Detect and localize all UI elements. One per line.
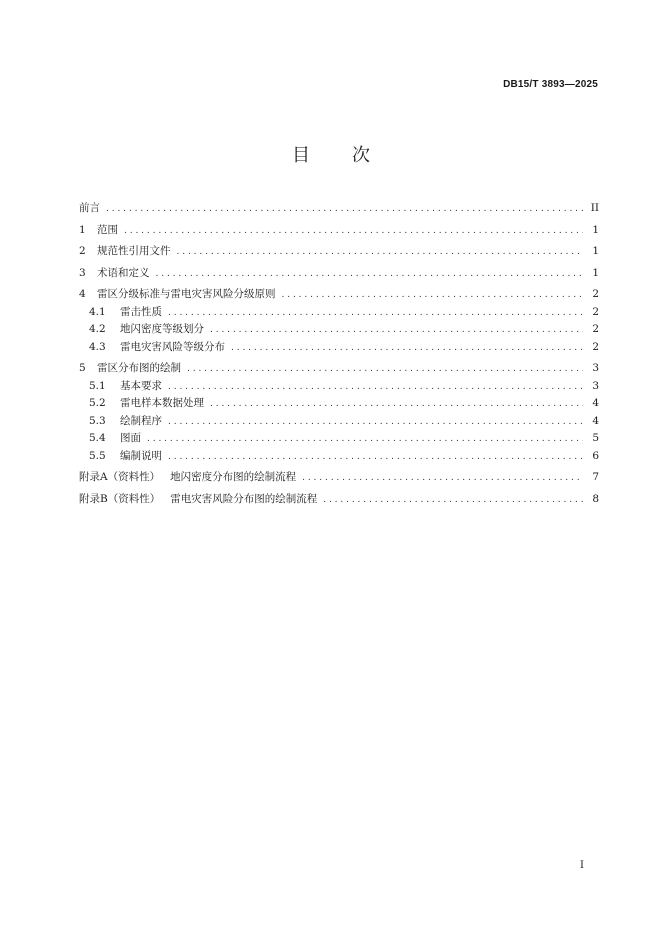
standard-code: DB15/T 3893—2025: [503, 79, 598, 90]
toc-leader-dots: [282, 290, 584, 300]
toc-entry-number: 4.1: [89, 305, 106, 318]
toc-entry-label: 地闪密度分布图的绘制流程: [170, 471, 297, 483]
toc-entry-page: 8: [592, 492, 599, 505]
toc-leader-dots: [210, 325, 583, 335]
toc-entry-number: 5.5: [89, 449, 106, 462]
toc-entry-page: 3: [592, 379, 599, 392]
toc-entry-5-1[interactable]: [79, 378, 599, 396]
toc-entry-label: 图面: [120, 432, 141, 444]
toc-entry-4[interactable]: [79, 286, 599, 304]
toc-entry-number: 附录A（资料性）: [79, 471, 161, 483]
toc-entry-label: 绘制程序: [120, 414, 162, 427]
toc-entry-1[interactable]: [79, 222, 599, 240]
toc-leader-dots: [168, 452, 583, 462]
toc-entry-5[interactable]: [79, 360, 599, 378]
toc-entry-page: 1: [592, 245, 599, 257]
toc-leader-dots: [323, 495, 583, 505]
toc-entry-foreword[interactable]: [79, 200, 599, 218]
toc-entry-4-3[interactable]: [79, 339, 599, 357]
toc-entry-label: 雷电灾害风险分布图的绘制流程: [170, 492, 318, 505]
toc-entry-3[interactable]: [79, 265, 599, 283]
toc-entry-page: 7: [592, 471, 599, 483]
toc-entry-label: 术语和定义: [97, 266, 150, 279]
toc-leader-dots: [177, 247, 584, 257]
toc-entry-page: 1: [592, 223, 599, 236]
toc-entry-label: 地闪密度等级划分: [120, 323, 204, 335]
toc-entry-4-1[interactable]: [79, 304, 599, 322]
toc-entry-number: 附录B（资料性）: [79, 492, 161, 505]
toc-entry-number: 5.4: [89, 432, 106, 444]
toc-entry-label: 雷电灾害风险等级分布: [120, 340, 225, 353]
toc-entry-5-4[interactable]: [79, 430, 599, 448]
toc-leader-dots: [147, 434, 583, 444]
toc-entry-page: 2: [592, 305, 599, 318]
toc-leader-dots: [231, 343, 583, 353]
toc-leader-dots: [187, 364, 583, 374]
toc-entry-number: 5: [79, 362, 86, 374]
toc-entry-page: 1: [592, 266, 599, 279]
toc-entry-page: 2: [592, 340, 599, 353]
toc-entry-number: 3: [79, 266, 86, 279]
toc-entry-5-2[interactable]: [79, 395, 599, 413]
toc-leader-dots: [302, 473, 583, 483]
toc-entry-page: 6: [592, 449, 599, 462]
page-title: [0, 141, 662, 167]
toc-entry-appendix-b[interactable]: [79, 491, 599, 509]
toc-entry-number: 1: [79, 223, 86, 236]
toc-entry-label: 雷击性质: [120, 305, 162, 318]
toc-entry-page: 4: [592, 397, 599, 409]
toc-entry-number: 4: [79, 288, 86, 300]
toc-entry-number: 4.2: [89, 323, 106, 335]
toc-entry-label: 雷电样本数据处理: [120, 397, 204, 409]
toc-entry-number: 5.3: [89, 414, 106, 427]
toc-entry-5-3[interactable]: [79, 413, 599, 431]
toc-leader-dots: [106, 204, 583, 214]
toc-entry-2[interactable]: [79, 243, 599, 261]
toc-leader-dots: [168, 417, 583, 427]
toc-entry-label: 雷区分级标准与雷电灾害风险分级原则: [97, 288, 276, 300]
toc-entry-page: 4: [592, 414, 599, 427]
toc-entry-number: 5.2: [89, 397, 106, 409]
toc-entry-label: 规范性引用文件: [97, 245, 171, 257]
toc-leader-dots: [168, 382, 583, 392]
toc-entry-label: 雷区分布图的绘制: [97, 362, 181, 374]
toc-leader-dots: [156, 269, 584, 279]
toc-entry-4-2[interactable]: [79, 321, 599, 339]
toc-entry-page: 5: [592, 432, 599, 444]
toc-entry-5-5[interactable]: [79, 448, 599, 466]
toc-entry-appendix-a[interactable]: [79, 469, 599, 487]
toc-leader-dots: [168, 308, 583, 318]
toc-entry-number: 4.3: [89, 340, 106, 353]
table-of-contents: [79, 200, 599, 508]
toc-entry-label: 前言: [79, 202, 100, 214]
title-char-2: 次: [352, 145, 370, 166]
toc-leader-dots: [124, 226, 583, 236]
toc-entry-page: 2: [592, 288, 599, 300]
toc-entry-label: 基本要求: [120, 379, 162, 392]
toc-entry-page: 2: [592, 323, 599, 335]
toc-entry-number: 2: [79, 245, 86, 257]
toc-entry-label: 范围: [97, 223, 118, 236]
title-char-1: 目: [292, 145, 310, 166]
toc-entry-label: 编制说明: [120, 449, 162, 462]
toc-entry-number: 5.1: [89, 379, 106, 392]
toc-entry-page: 3: [592, 362, 599, 374]
page-number: I: [580, 860, 584, 871]
toc-entry-page: II: [590, 202, 599, 214]
toc-leader-dots: [210, 399, 583, 409]
